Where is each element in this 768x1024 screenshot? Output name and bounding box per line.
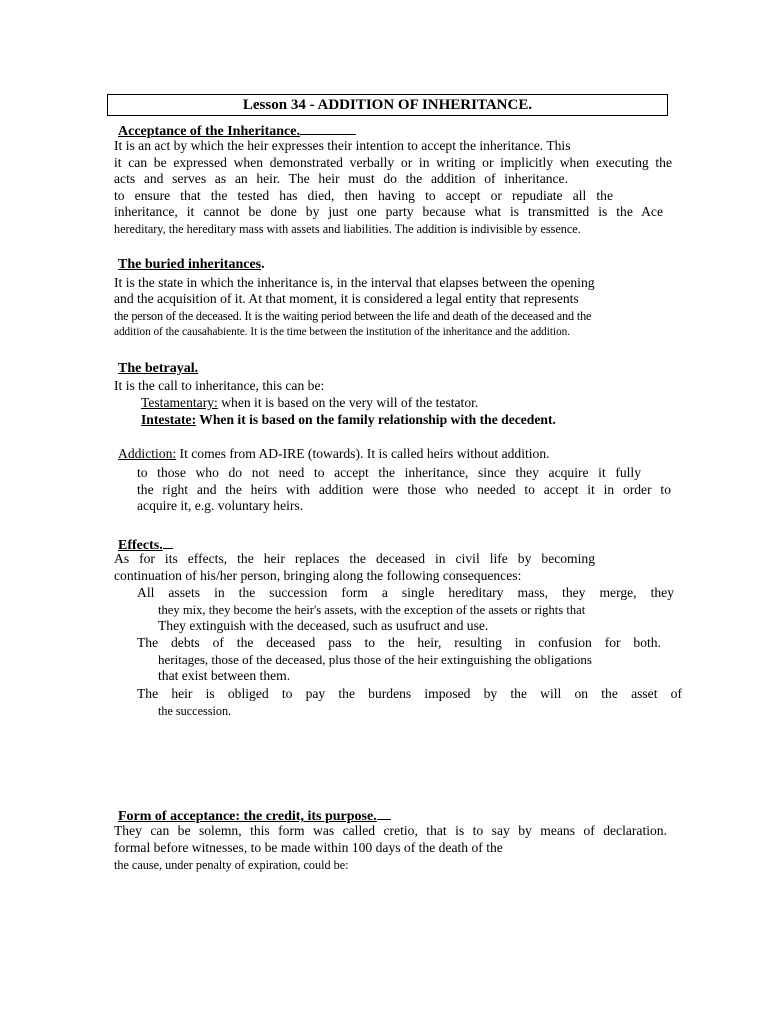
heading-form-label: Form of acceptance: the credit, its purpose. [118,809,377,824]
s5-line-1: As for its effects, the heir replaces the deceased in civil life by becoming [114,551,595,566]
s2-line-2: and the acquisition of it. At that moment, it is considered a legal entity that represents [114,291,579,306]
heading-acceptance-label: Acceptance of the Inheritance. [118,124,300,139]
s3-item-intestate [137,412,556,429]
s4-line-2: the right and the heirs with addition were those who needed to accept it in order to [137,482,671,497]
heading-betrayal [114,360,198,378]
heading-effects-label: Effects. [118,538,163,553]
heading-buried-suffix: . [261,257,265,272]
s1-line-6: hereditary, the hereditary mass with assets and liabilities. The addition is indivisible by essence. [114,222,581,236]
s1-line-5: inheritance, it cannot be done by just one party because what is transmitted is the Ace [114,204,663,219]
s3-item1-text: when it is based on the very will of the testator. [217,395,479,410]
s5-item1-rest-1: they mix, they become the heir's assets, with the exception of the assets or rights that [158,603,586,617]
lesson-title: Lesson 34 - ADDITION OF INHERITANCE. [107,94,668,116]
s5-item2-rest-2: that exist between them. [158,668,291,683]
s2-line-4: addition of the causahabiente. It is the time between the institution of the inheritance and the addition. [114,326,571,338]
s4-addiction [114,446,550,463]
heading-betrayal-label: The betrayal. [118,361,199,376]
s4-text: It comes from AD-IRE (towards). It is called heirs without addition. [176,446,550,461]
heading-buried-label: The buried inheritances [118,257,262,272]
s5-item1-rest-2: They extinguish with the deceased, such as usufruct and use. [158,618,489,633]
s5-item2-rest-1: heritages, those of the deceased, plus those of the heir extinguishing the obligations [158,652,592,667]
s5-item3-first: The heir is obliged to pay the burdens imposed by the will on the asset of [137,686,682,701]
s3-intro: It is the call to inheritance, this can be: [114,378,325,393]
heading-buried-inheritances [114,256,265,274]
s6-line-2: formal before witnesses, to be made within 100 days of the death of the [114,840,503,855]
s3-item1-label: Testamentary: [141,395,218,410]
s2-line-3: the person of the deceased. It is the waiting period between the life and death of the deceased and the [114,309,592,323]
s3-item-testamentary [137,395,478,412]
s1-line-2: it can be expressed when demonstrated verbally or in writing or implicitly when executing the [114,155,672,170]
s1-line-4: to ensure that the tested has died, then having to accept or repudiate all the [114,188,613,203]
s5-item2-first: The debts of the deceased pass to the heir, resulting in confusion for both. [137,635,661,650]
s5-item3-rest-1: the succession. [158,704,232,718]
s6-line-3: the cause, under penalty of expiration, could be: [114,858,349,872]
s3-item2-text: When it is based on the family relationship with the decedent. [196,412,556,427]
s3-item2-label: Intestate: [141,412,197,427]
s4-label: Addiction: [118,446,177,461]
s4-line-1: to those who do not need to accept the inheritance, since they acquire it fully [137,465,641,480]
s5-item1-first: All assets in the succession form a single hereditary mass, they merge, they [137,585,674,600]
s1-line-1: It is an act by which the heir expresses their intention to accept the inheritance. This [114,138,571,153]
s6-line-1: They can be solemn, this form was called cretio, that is to say by means of declaration. [114,823,667,838]
s1-line-3: acts and serves as an heir. The heir must do the addition of inheritance. [114,171,568,186]
s4-line-3: acquire it, e.g. voluntary heirs. [137,498,304,513]
s5-line-2: continuation of his/her person, bringing along the following consequences: [114,568,522,583]
s2-line-1: It is the state in which the inheritance is, in the interval that elapses between the opening [114,275,595,290]
